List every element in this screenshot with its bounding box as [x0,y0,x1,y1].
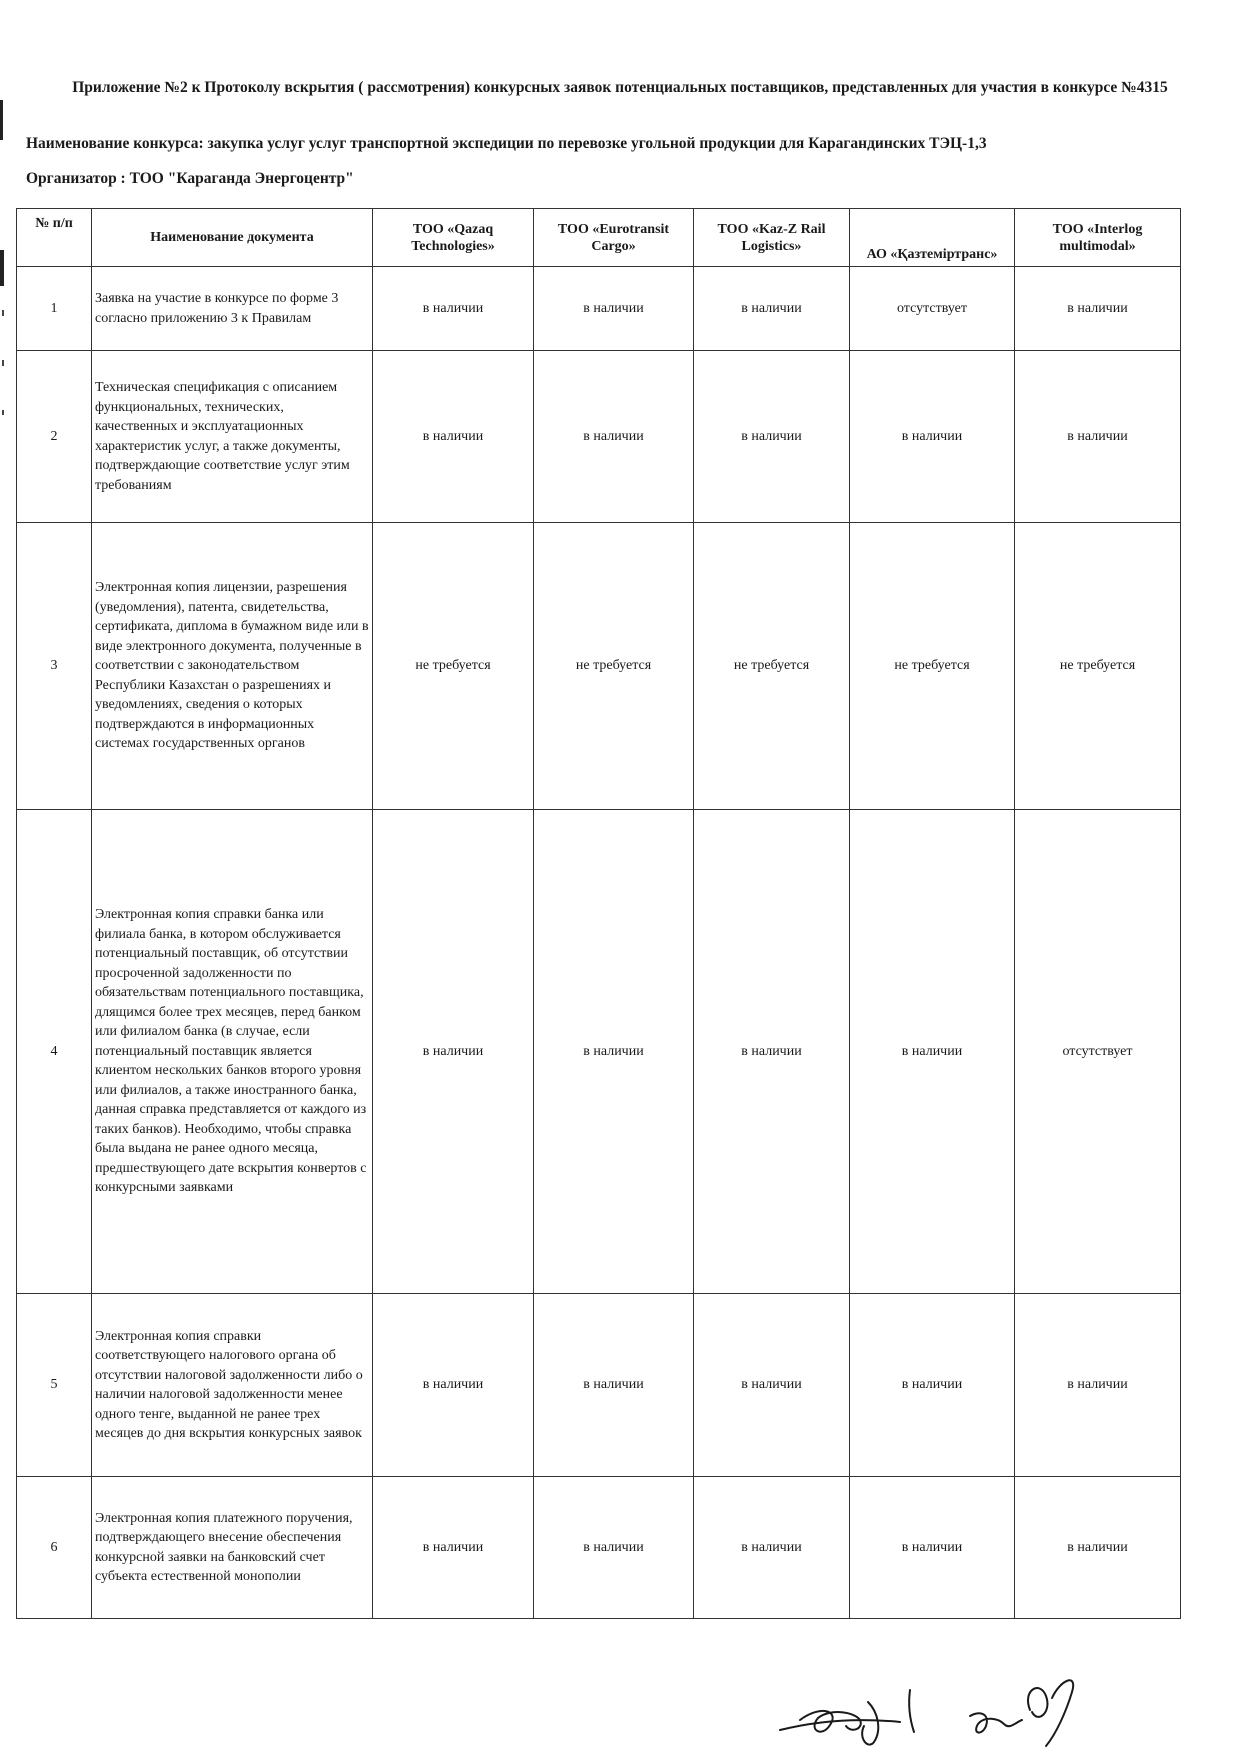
status-cell: в наличии [373,810,534,1294]
status-cell: в наличии [534,351,694,523]
col-header-supplier-2: ТОО «Eurotransit Cargo» [534,209,694,267]
col-header-supplier-5: ТОО «Interlog multimodal» [1015,209,1181,267]
status-cell: в наличии [373,267,534,351]
document-name: Техническая спецификация с описанием функциональных, технических, качественных и эксплуатационных характеристик услуг, а также документы, подтверждающие соответствие услуг этим требованиям [92,351,373,523]
status-cell: в наличии [1015,1477,1181,1619]
status-cell: отсутствует [850,267,1015,351]
status-cell: в наличии [694,267,850,351]
status-cell: в наличии [534,810,694,1294]
status-cell: в наличии [534,1477,694,1619]
status-cell: в наличии [534,267,694,351]
table-row [17,810,1181,1294]
status-cell: в наличии [534,1294,694,1477]
status-cell: не требуется [850,523,1015,810]
status-cell: в наличии [1015,1294,1181,1477]
document-name: Электронная копия справки банка или филиала банка, в котором обслуживается потенциальный поставщик, об отсутствии просроченной задолженности по обязательствам потенциального поставщика, длящимся более трех месяцев, перед банком или филиалом банка (в случае, если потенциальный поставщик является клиентом нескольких банков второго уровня или филиалов, а также иностранного банка, данная справка представляется от каждого из таких банков). Необходимо, чтобы справка была выдана не ранее одного месяца, предшествующего дате вскрытия конвертов с конкурсными заявками [92,810,373,1294]
status-cell: в наличии [694,810,850,1294]
row-number: 3 [17,523,92,810]
table-row [17,523,1181,810]
col-header-document: Наименование документа [92,209,373,267]
document-name: Электронная копия лицензии, разрешения (уведомления), патента, свидетельства, сертификата, диплома в бумажном виде или в виде электронного документа, полученные в соответствии с законодательством Республики Казахстан о разрешениях и уведомлениях, сведения о которых подтверждаются в информационных системах государственных органов [92,523,373,810]
status-cell: в наличии [373,1294,534,1477]
status-cell: не требуется [1015,523,1181,810]
col-header-supplier-1: ТОО «Qazaq Technologies» [373,209,534,267]
document-name: Электронная копия платежного поручения, подтверждающего внесение обеспечения конкурсной заявки на банковский счет субъекта естественной монополии [92,1477,373,1619]
documents-table [16,208,1181,1619]
status-cell: в наличии [1015,351,1181,523]
table-row [17,1477,1181,1619]
contest-name: Наименование конкурса: закупка услуг услуг транспортной экспедиции по перевозке угольной продукции для Карагандинских ТЭЦ-1,3 [26,135,987,152]
status-cell: в наличии [694,1294,850,1477]
organizer: Организатор : ТОО "Караганда Энергоцентр" [26,170,354,187]
handwritten-signatures [760,1650,1140,1750]
document-title: Приложение №2 к Протоколу вскрытия ( рассмотрения) конкурсных заявок потенциальных поставщиков, представленных для участия в конкурсе №4315 [72,79,1168,96]
col-header-num: № п/п [17,209,92,267]
status-cell: не требуется [534,523,694,810]
document-name: Заявка на участие в конкурсе по форме 3 согласно приложению 3 к Правилам [92,267,373,351]
row-number: 6 [17,1477,92,1619]
status-cell: в наличии [694,1477,850,1619]
status-cell: в наличии [694,351,850,523]
table-row [17,267,1181,351]
table-header-row [17,209,1181,267]
status-cell: в наличии [1015,267,1181,351]
row-number: 4 [17,810,92,1294]
status-cell: в наличии [850,1294,1015,1477]
status-cell: в наличии [850,351,1015,523]
status-cell: в наличии [850,810,1015,1294]
status-cell: в наличии [373,1477,534,1619]
col-header-supplier-4: АО «Қазтеміртранс» [850,209,1015,267]
table-row [17,351,1181,523]
status-cell: отсутствует [1015,810,1181,1294]
document-name: Электронная копия справки соответствующего налогового органа об отсутствии налоговой задолженности либо о наличии налоговой задолженности менее одного тенге, выданной не ранее трех месяцев до дня вскрытия конкурсных заявок [92,1294,373,1477]
col-header-supplier-3: ТОО «Kaz-Z Rail Logistics» [694,209,850,267]
row-number: 1 [17,267,92,351]
row-number: 5 [17,1294,92,1477]
status-cell: не требуется [373,523,534,810]
row-number: 2 [17,351,92,523]
status-cell: в наличии [850,1477,1015,1619]
signatures [760,1650,1140,1750]
scan-edge-marks [0,100,12,480]
status-cell: не требуется [694,523,850,810]
status-cell: в наличии [373,351,534,523]
table-row [17,1294,1181,1477]
